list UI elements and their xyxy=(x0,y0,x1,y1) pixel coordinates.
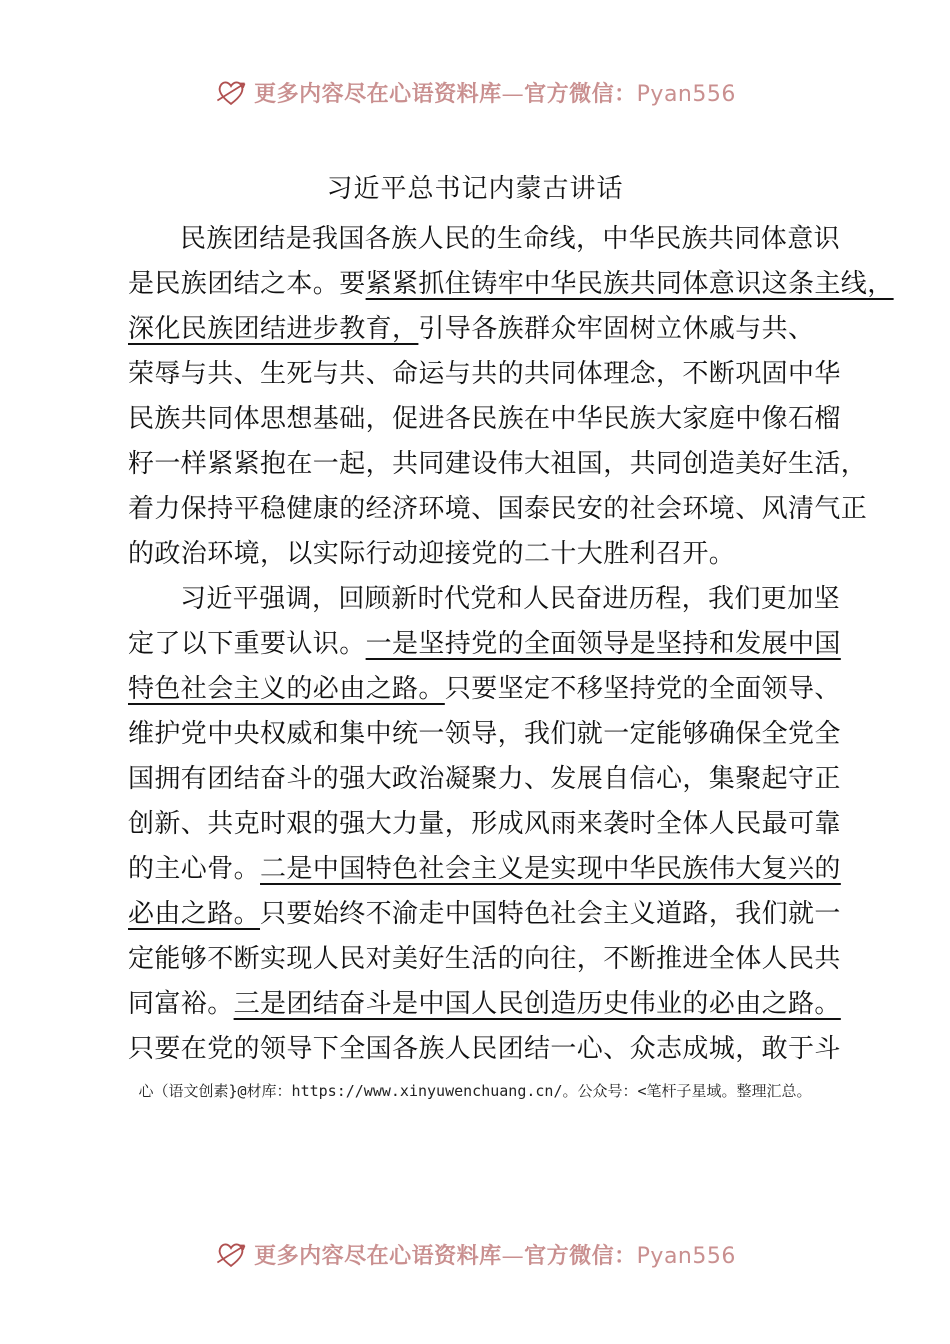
header-banner xyxy=(0,70,950,114)
heart-arrow-logo-icon xyxy=(214,75,248,109)
document-title: 习近平总书记内蒙古讲话 xyxy=(326,174,624,204)
body-text: 维护党中央权威和集中统一领导，我们就一定能够确保全党全 xyxy=(128,719,841,749)
body-line xyxy=(128,307,828,352)
banner-lead: 更多内容尽在心语资料库 xyxy=(254,80,502,107)
body-line xyxy=(128,712,841,757)
body-text: 同富裕。 xyxy=(128,989,234,1019)
body-text: 的主心骨。 xyxy=(128,854,261,884)
body-text: 籽一样紧紧抱在一起，共同建设伟大祖国，共同创造美好生活， xyxy=(128,449,868,479)
body-line xyxy=(128,982,841,1027)
banner-wechat-label: 官方微信： xyxy=(524,1242,637,1269)
underlined-text: 一是坚持党的全面领导是坚持和发展中国 xyxy=(365,629,841,659)
body-text: 民族团结是我国各族人民的生命线，中华民族共同体意识 xyxy=(180,224,841,254)
body-line xyxy=(128,262,894,307)
body-line xyxy=(128,1027,841,1072)
underlined-text: 三是团结奋斗是中国人民创造历史伟业的必由之路。 xyxy=(233,989,841,1019)
body-text: 只要坚定不移坚持党的全面领导、 xyxy=(444,674,841,704)
body-text: 只要始终不渝走中国特色社会主义道路，我们就一 xyxy=(260,899,841,929)
body-text: 习近平强调，回顾新时代党和人民奋进历程，我们更加坚 xyxy=(180,584,841,614)
body-text: 定了以下重要认识。 xyxy=(128,629,366,659)
underlined-text: 必由之路。 xyxy=(128,899,261,929)
body-text: 引导各族群众牢固树立休戚与共、 xyxy=(418,314,815,344)
body-text: 创新、共克时艰的强大力量，形成风雨来袭时全体人民最可靠 xyxy=(128,809,841,839)
body-line xyxy=(128,532,828,577)
banner-lead: 更多内容尽在心语资料库 xyxy=(254,1242,502,1269)
body-line xyxy=(128,667,841,712)
body-line xyxy=(128,397,841,442)
body-line xyxy=(128,217,841,262)
footer-banner xyxy=(0,1232,950,1276)
body-text: 民族共同体思想基础，促进各民族在中华民族大家庭中像石榴 xyxy=(128,404,841,434)
banner-wechat-id: Pyan556 xyxy=(636,1243,736,1269)
body-text: 着力保持平稳健康的经济环境、国泰民安的社会环境、风清气正 xyxy=(128,494,868,524)
banner-text xyxy=(254,1239,736,1270)
document-body xyxy=(128,217,894,1072)
body-text: 荣辱与共、生死与共、命运与共的共同体理念，不断巩固中华 xyxy=(128,359,841,389)
banner-separator: — xyxy=(501,81,525,107)
underlined-text: 深化民族团结进步教育， xyxy=(128,314,419,344)
banner-wechat-label: 官方微信： xyxy=(524,80,637,107)
body-line xyxy=(128,757,841,802)
body-line xyxy=(128,442,868,487)
heart-arrow-logo-icon xyxy=(214,1237,248,1271)
underlined-text: 特色社会主义的必由之路。 xyxy=(128,674,445,704)
body-text: 定能够不断实现人民对美好生活的向往，不断推进全体人民共 xyxy=(128,944,841,974)
body-line xyxy=(128,577,841,622)
body-line xyxy=(128,802,841,847)
body-line xyxy=(128,487,868,532)
body-line xyxy=(128,892,841,937)
body-line xyxy=(128,847,841,892)
body-line xyxy=(128,937,841,982)
banner-text xyxy=(254,77,736,108)
underlined-text: 紧紧抓住铸牢中华民族共同体意识这条主线， xyxy=(365,269,894,299)
body-text: 国拥有团结奋斗的强大政治凝聚力、发展自信心，集聚起守正 xyxy=(128,764,841,794)
body-text: 的政治环境，以实际行动迎接党的二十大胜利召开。 xyxy=(128,539,736,569)
body-line xyxy=(128,352,841,397)
banner-wechat-id: Pyan556 xyxy=(636,81,736,107)
underlined-text: 二是中国特色社会主义是实现中华民族伟大复兴的 xyxy=(260,854,841,884)
banner-separator: — xyxy=(501,1243,525,1269)
body-text: 只要在党的领导下全国各族人民团结一心、众志成城，敢于斗 xyxy=(128,1034,841,1064)
source-footnote: 心（语文创素}@材库：https://www.xinyuwenchuang.cn/。公众号：<笔杆子星域。整理汇总。 xyxy=(138,1082,812,1100)
body-text: 是民族团结之本。要 xyxy=(128,269,366,299)
body-line xyxy=(128,622,841,667)
